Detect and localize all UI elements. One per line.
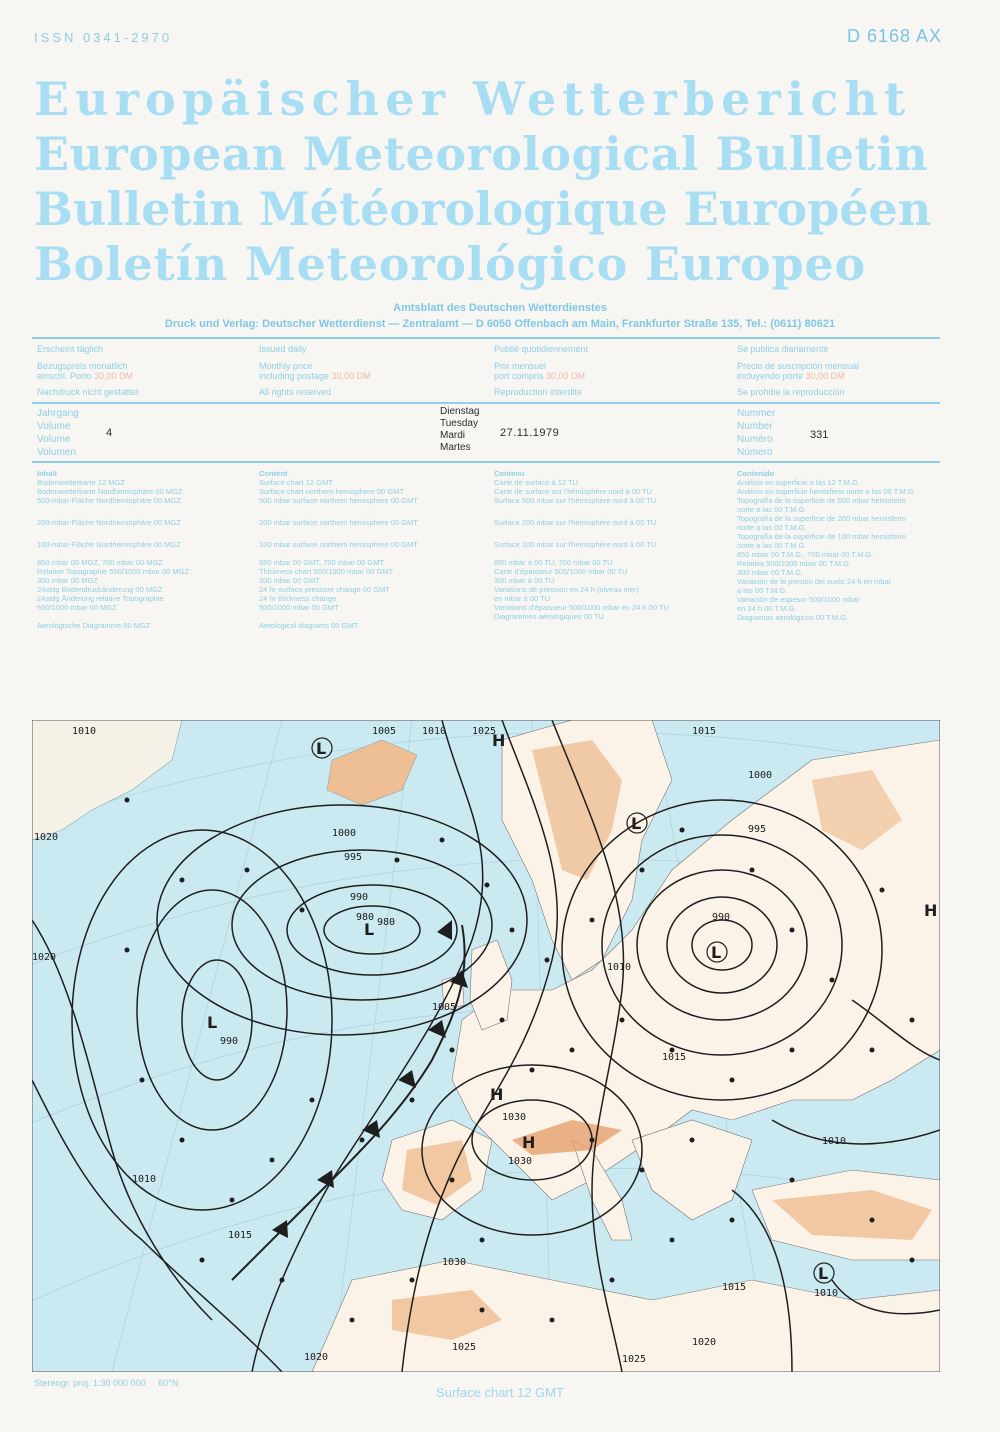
contents-item: 24 hr thickness change <box>259 594 337 603</box>
isobar-label: 1025 <box>472 726 497 737</box>
isobar-label: 1010 <box>132 1174 157 1185</box>
contents-item: Relative Topographie 500/1000 mbar 00 MGZ <box>37 567 190 576</box>
weekday-labels <box>440 406 479 454</box>
contents-item: norte a las 00 T.M.G. <box>737 523 807 532</box>
isobar-label: 1030 <box>502 1112 527 1123</box>
contents-item: Aerological diagrams 00 GMT <box>259 621 359 630</box>
isobar-label: 990 <box>350 892 369 903</box>
publisher-line: Druck und Verlag: Deutscher Wetterdienst — Zentralamt — D 6050 Offenbach am Main, Frankfurter Straße 135, Tel.: (0611) 80621 <box>164 318 836 330</box>
divider <box>32 337 940 339</box>
number-label: Number <box>737 421 773 432</box>
low-center-label: L <box>631 814 642 833</box>
volume-labels <box>37 407 79 459</box>
isobar-label: 1010 <box>607 962 632 973</box>
contents-item: 200 mbar surface northern hemisphere 00 GMT <box>259 518 418 527</box>
low-center-label: L <box>316 739 327 758</box>
isobar-label: 1010 <box>422 726 447 737</box>
high-center-label: H <box>492 731 506 750</box>
map-svg <box>32 720 940 1372</box>
contents-item: Análisis en superficie hemisferio norte a las 00 T.M.G. <box>737 487 916 496</box>
info-text: Issued daily <box>259 344 307 354</box>
contents-item: Variations d'épaisseur 500/1000 mbar en 24 h 00 TU <box>494 603 670 612</box>
contents-item: 500 mbar surface northern hemisphere 00 GMT <box>259 496 418 505</box>
contents-item: 300 mbar 00 GMT <box>259 576 320 585</box>
contents-item: Surface chart northern hemisphere 00 GMT <box>259 487 405 496</box>
projection-text: Stereogr. proj. 1:30 000 000 <box>34 1378 146 1388</box>
isobar-label: 1000 <box>748 770 773 781</box>
isobar-label: 1010 <box>822 1136 847 1147</box>
isobar-label: 980 <box>356 912 375 923</box>
isobar-label: 1030 <box>442 1257 467 1268</box>
price-value: 30,00 DM <box>546 371 586 381</box>
contents-item: Diagramas aerológicos 00 T.M.G. <box>737 613 849 622</box>
contents-item: 100 mbar surface northern hemisphere 00 GMT <box>259 540 418 549</box>
info-text: Bezugspreis monatlich <box>37 361 128 371</box>
info-column-es <box>737 344 947 397</box>
contents-item: Bodenwetterkarte 12 MGZ <box>37 478 125 487</box>
contents-item: 850 mbar 00 MGZ, 700 mbar 00 MGZ <box>37 558 163 567</box>
volume-value: 4 <box>106 427 113 439</box>
title-french: Bulletin Météorologique Européen <box>34 182 932 236</box>
contents-item: 24 hr surface pressure change 00 GMT <box>259 585 390 594</box>
title-german: Europäischer Wetterbericht <box>34 72 912 126</box>
isobar-label: 1005 <box>372 726 397 737</box>
number-label: Número <box>737 447 773 458</box>
contents-item: Surface 200 mbar sur l'hémisphère nord à 00 TU <box>494 518 657 527</box>
low-center-label: L <box>207 1013 218 1032</box>
info-column-de <box>37 344 247 397</box>
contents-item: en 24 h 00 T.M.G. <box>737 604 797 613</box>
contents-heading: Content <box>259 469 288 478</box>
isobar-label: 1000 <box>332 828 357 839</box>
contents-item: Variación de la presión del suelo 24 h en mbar <box>737 577 892 586</box>
contents-item: 300 mbar à 00 TU <box>494 576 555 585</box>
contents-item: 850 mbar à 00 TU, 700 mbar 00 TU <box>494 558 613 567</box>
info-text: Nachdruck nicht gestattet <box>37 387 139 397</box>
volume-label: Jahrgang <box>37 408 79 419</box>
high-center-label: H <box>490 1085 504 1104</box>
contents-item: Diagrammes aérologiques 00 TU <box>494 612 604 621</box>
contents-item: 850 mbar 00 T.M.G., 700 mbar 00 T.M.G. <box>737 550 874 559</box>
high-center-label: H <box>924 901 938 920</box>
number-label: Nummer <box>737 408 776 419</box>
divider <box>32 461 940 463</box>
issue-number: 331 <box>810 429 829 441</box>
contents-item: Surface 100 mbar sur l'hémisphère nord à 00 TU <box>494 540 657 549</box>
contents-item: a las 00 T.M.G. <box>737 586 788 595</box>
info-column-fr <box>494 344 714 397</box>
contents-item: 300 mbar 00 MGZ <box>37 576 98 585</box>
contents-fr <box>494 469 669 621</box>
contents-item: Topografía de la superficie de 500 mbar hemisferio <box>737 496 906 505</box>
contents-item: Relativa 500/1000 mbar 00 T.M.G. <box>737 559 852 568</box>
contents-item: Carte de surface sur l'hémisphère nord à 00 TU <box>494 487 653 496</box>
isobar-label: 1015 <box>722 1282 747 1293</box>
info-text: Se prohibe la reproducción <box>737 387 845 397</box>
info-text: All rights reserved <box>259 387 332 397</box>
contents-item: 200-mbar-Fläche Nordhemisphäre 00 MGZ <box>37 518 181 527</box>
issue-date: 27.11.1979 <box>500 427 560 439</box>
info-text: Se publica diariamente <box>737 344 829 354</box>
weekday-label: Martes <box>440 442 471 453</box>
issn-number: ISSN 0341-2970 <box>34 30 173 45</box>
info-text: including postage <box>259 371 332 381</box>
low-center-label: L <box>364 920 375 939</box>
contents-item: Carte d'épaisseur 500/1000 mbar 00 TU <box>494 567 628 576</box>
title-block <box>34 72 964 292</box>
contents-item: Surface chart 12 GMT <box>259 478 333 487</box>
high-center-label: H <box>522 1133 536 1152</box>
info-text: Prix mensuel <box>494 361 547 371</box>
contents-de <box>37 469 189 630</box>
title-english: European Meteorological Bulletin <box>34 127 929 181</box>
contents-heading: Inhalt <box>37 469 57 478</box>
amtsblatt-line: Amtsblatt des Deutschen Wetterdienstes <box>393 302 607 314</box>
price-value: 30,00 DM <box>805 371 845 381</box>
info-column-en <box>259 344 469 397</box>
isobar-label: 995 <box>748 824 767 835</box>
contents-item: 850 mbar 00 GMT, 700 mbar 00 GMT <box>259 558 385 567</box>
info-text: Publié quotidiennement <box>494 344 589 354</box>
contents-item: norte a las 00 T.M.G. <box>737 505 807 514</box>
latitude-text: 60°N <box>158 1378 179 1388</box>
info-text: Precio de suscripción mensual <box>737 361 860 371</box>
info-text: port compris <box>494 371 547 381</box>
weekday-label: Dienstag <box>440 406 480 417</box>
contents-item: 300 mbar 00 T.M.G. <box>737 568 804 577</box>
contents-item: Aerologische Diagramme 00 MGZ <box>37 621 151 630</box>
isobar-label: 1020 <box>692 1337 717 1348</box>
contents-item: Variations de pression en 24 h (niveau mer) <box>494 585 639 594</box>
center-value: 1030 <box>508 1156 533 1167</box>
contents-item: Bodenwetterkarte Nordhemisphäre 00 MGZ <box>37 487 183 496</box>
low-center-label: L <box>711 943 722 962</box>
document-code: D 6168 AX <box>846 26 942 46</box>
contents-item: Análisis en superficie a las 12 T.M.G. <box>737 478 860 487</box>
contents-item: 100-mbar-Fläche Nordhemisphäre 00 MGZ <box>37 540 181 549</box>
contents-heading: Contenu <box>494 469 525 478</box>
isobar-label: 1010 <box>72 726 97 737</box>
isobar-label: 995 <box>344 852 363 863</box>
number-label: Numéro <box>737 434 773 445</box>
price-value: 30,00 DM <box>331 371 371 381</box>
contents-item: Carte de surface à 12 TU <box>494 478 579 487</box>
contents-item: norte a las 00 T.M.G. <box>737 541 807 550</box>
isobar-label: 1015 <box>228 1230 253 1241</box>
divider <box>32 402 940 404</box>
isobar-label: 1025 <box>452 1342 477 1353</box>
contents-item: 500-mbar-Fläche Nordhemisphäre 00 MGZ <box>37 496 181 505</box>
contents-item: Topografía de la superficie de 100 mbar hemisferio <box>737 532 906 541</box>
contents-item: en mbar à 00 TU <box>494 594 551 603</box>
contents-item: Variación de espesor 500/1000 mbar <box>737 595 860 604</box>
number-labels <box>737 407 775 459</box>
contents-item: Surface 500 mbar sur l'hémisphère nord à 00 TU <box>494 496 657 505</box>
contents-item: 500/1000 mbar 00 GMT <box>259 603 339 612</box>
info-text: incluyendo porte <box>737 371 806 381</box>
isobar-label: 1005 <box>432 1002 457 1013</box>
info-text: Reproduction interdite <box>494 387 583 397</box>
center-value: 980 <box>377 917 396 928</box>
weekday-label: Tuesday <box>440 418 478 429</box>
info-text: Monthly price <box>259 361 313 371</box>
contents-item: 24stdg Änderung relative Topographie <box>37 594 164 603</box>
contents-es <box>737 469 916 622</box>
surface-weather-map <box>32 720 940 1372</box>
contents-heading: Contenido <box>737 469 775 478</box>
isobar-label: 1025 <box>622 1354 647 1365</box>
volume-label: Volumen <box>37 447 76 458</box>
info-text: einschl. Porto <box>37 371 95 381</box>
isobar-label: 1020 <box>34 832 59 843</box>
contents-item: 500/1000 mbar 00 MGZ <box>37 603 117 612</box>
contents-item: Topografía de la superficie de 200 mbar hemisferio <box>737 514 906 523</box>
center-value: 1010 <box>814 1288 839 1299</box>
isobar-label: 990 <box>712 912 731 923</box>
weekday-label: Mardi <box>440 430 466 441</box>
isobar-label: 1020 <box>32 952 57 963</box>
low-center-label: L <box>818 1264 829 1283</box>
center-value: 990 <box>220 1036 239 1047</box>
contents-item: Thickness chart 500/1000 mbar 00 GMT <box>259 567 394 576</box>
contents-en <box>259 469 418 630</box>
map-caption: Surface chart 12 GMT <box>436 1385 564 1400</box>
volume-label: Volume <box>37 421 71 432</box>
volume-label: Volume <box>37 434 71 445</box>
info-text: Erscheint täglich <box>37 344 104 354</box>
title-spanish: Boletín Meteorológico Europeo <box>34 237 867 291</box>
isobar-label: 1015 <box>692 726 717 737</box>
isobar-label: 1015 <box>662 1052 687 1063</box>
price-value: 30,00 DM <box>94 371 134 381</box>
isobar-label: 1020 <box>304 1352 329 1363</box>
contents-item: 24stdg Bodendruckänderung 00 MGZ <box>37 585 163 594</box>
